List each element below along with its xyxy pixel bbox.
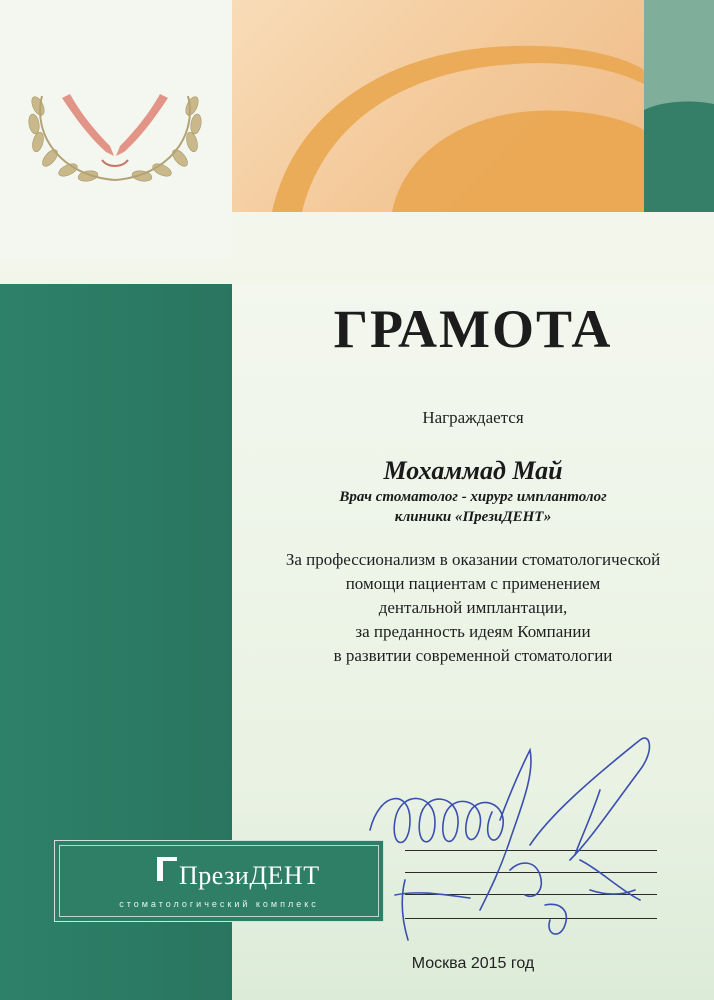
reason-line: помощи пациентам с применением <box>345 574 601 593</box>
decorative-peach-panel <box>232 0 644 212</box>
reason-line: дентальной имплантации, <box>378 598 568 617</box>
teal-corner-arc <box>644 0 714 212</box>
certificate-title: ГРАМОТА <box>333 299 613 359</box>
position-line: клиники «ПрезиДЕНТ» <box>394 509 552 525</box>
decorative-teal-corner <box>644 0 714 212</box>
recipient-name: Мохаммад Май <box>383 456 563 485</box>
laurel-hands-icon <box>22 76 208 186</box>
reason-line: За профессионализм в оказании стоматологической <box>285 550 661 569</box>
recipient-position <box>232 487 714 527</box>
decorative-arcs <box>232 0 644 212</box>
clinic-logo <box>54 840 384 922</box>
position-line: Врач стоматолог - хирург имплантолог <box>339 489 607 505</box>
handwritten-signature <box>350 720 670 960</box>
place-date: Москва 2015 год <box>411 955 535 972</box>
logo-mark-icon <box>155 855 179 883</box>
reason-line: в развитии современной стоматологии <box>333 646 613 665</box>
logo-subtitle: стоматологический комплекс <box>119 899 319 909</box>
logo-name: ПрезиДЕНТ <box>179 861 320 890</box>
reason-line: за преданность идеям Компании <box>355 622 591 641</box>
awarded-label: Награждается <box>422 408 524 427</box>
award-reason <box>232 548 714 668</box>
